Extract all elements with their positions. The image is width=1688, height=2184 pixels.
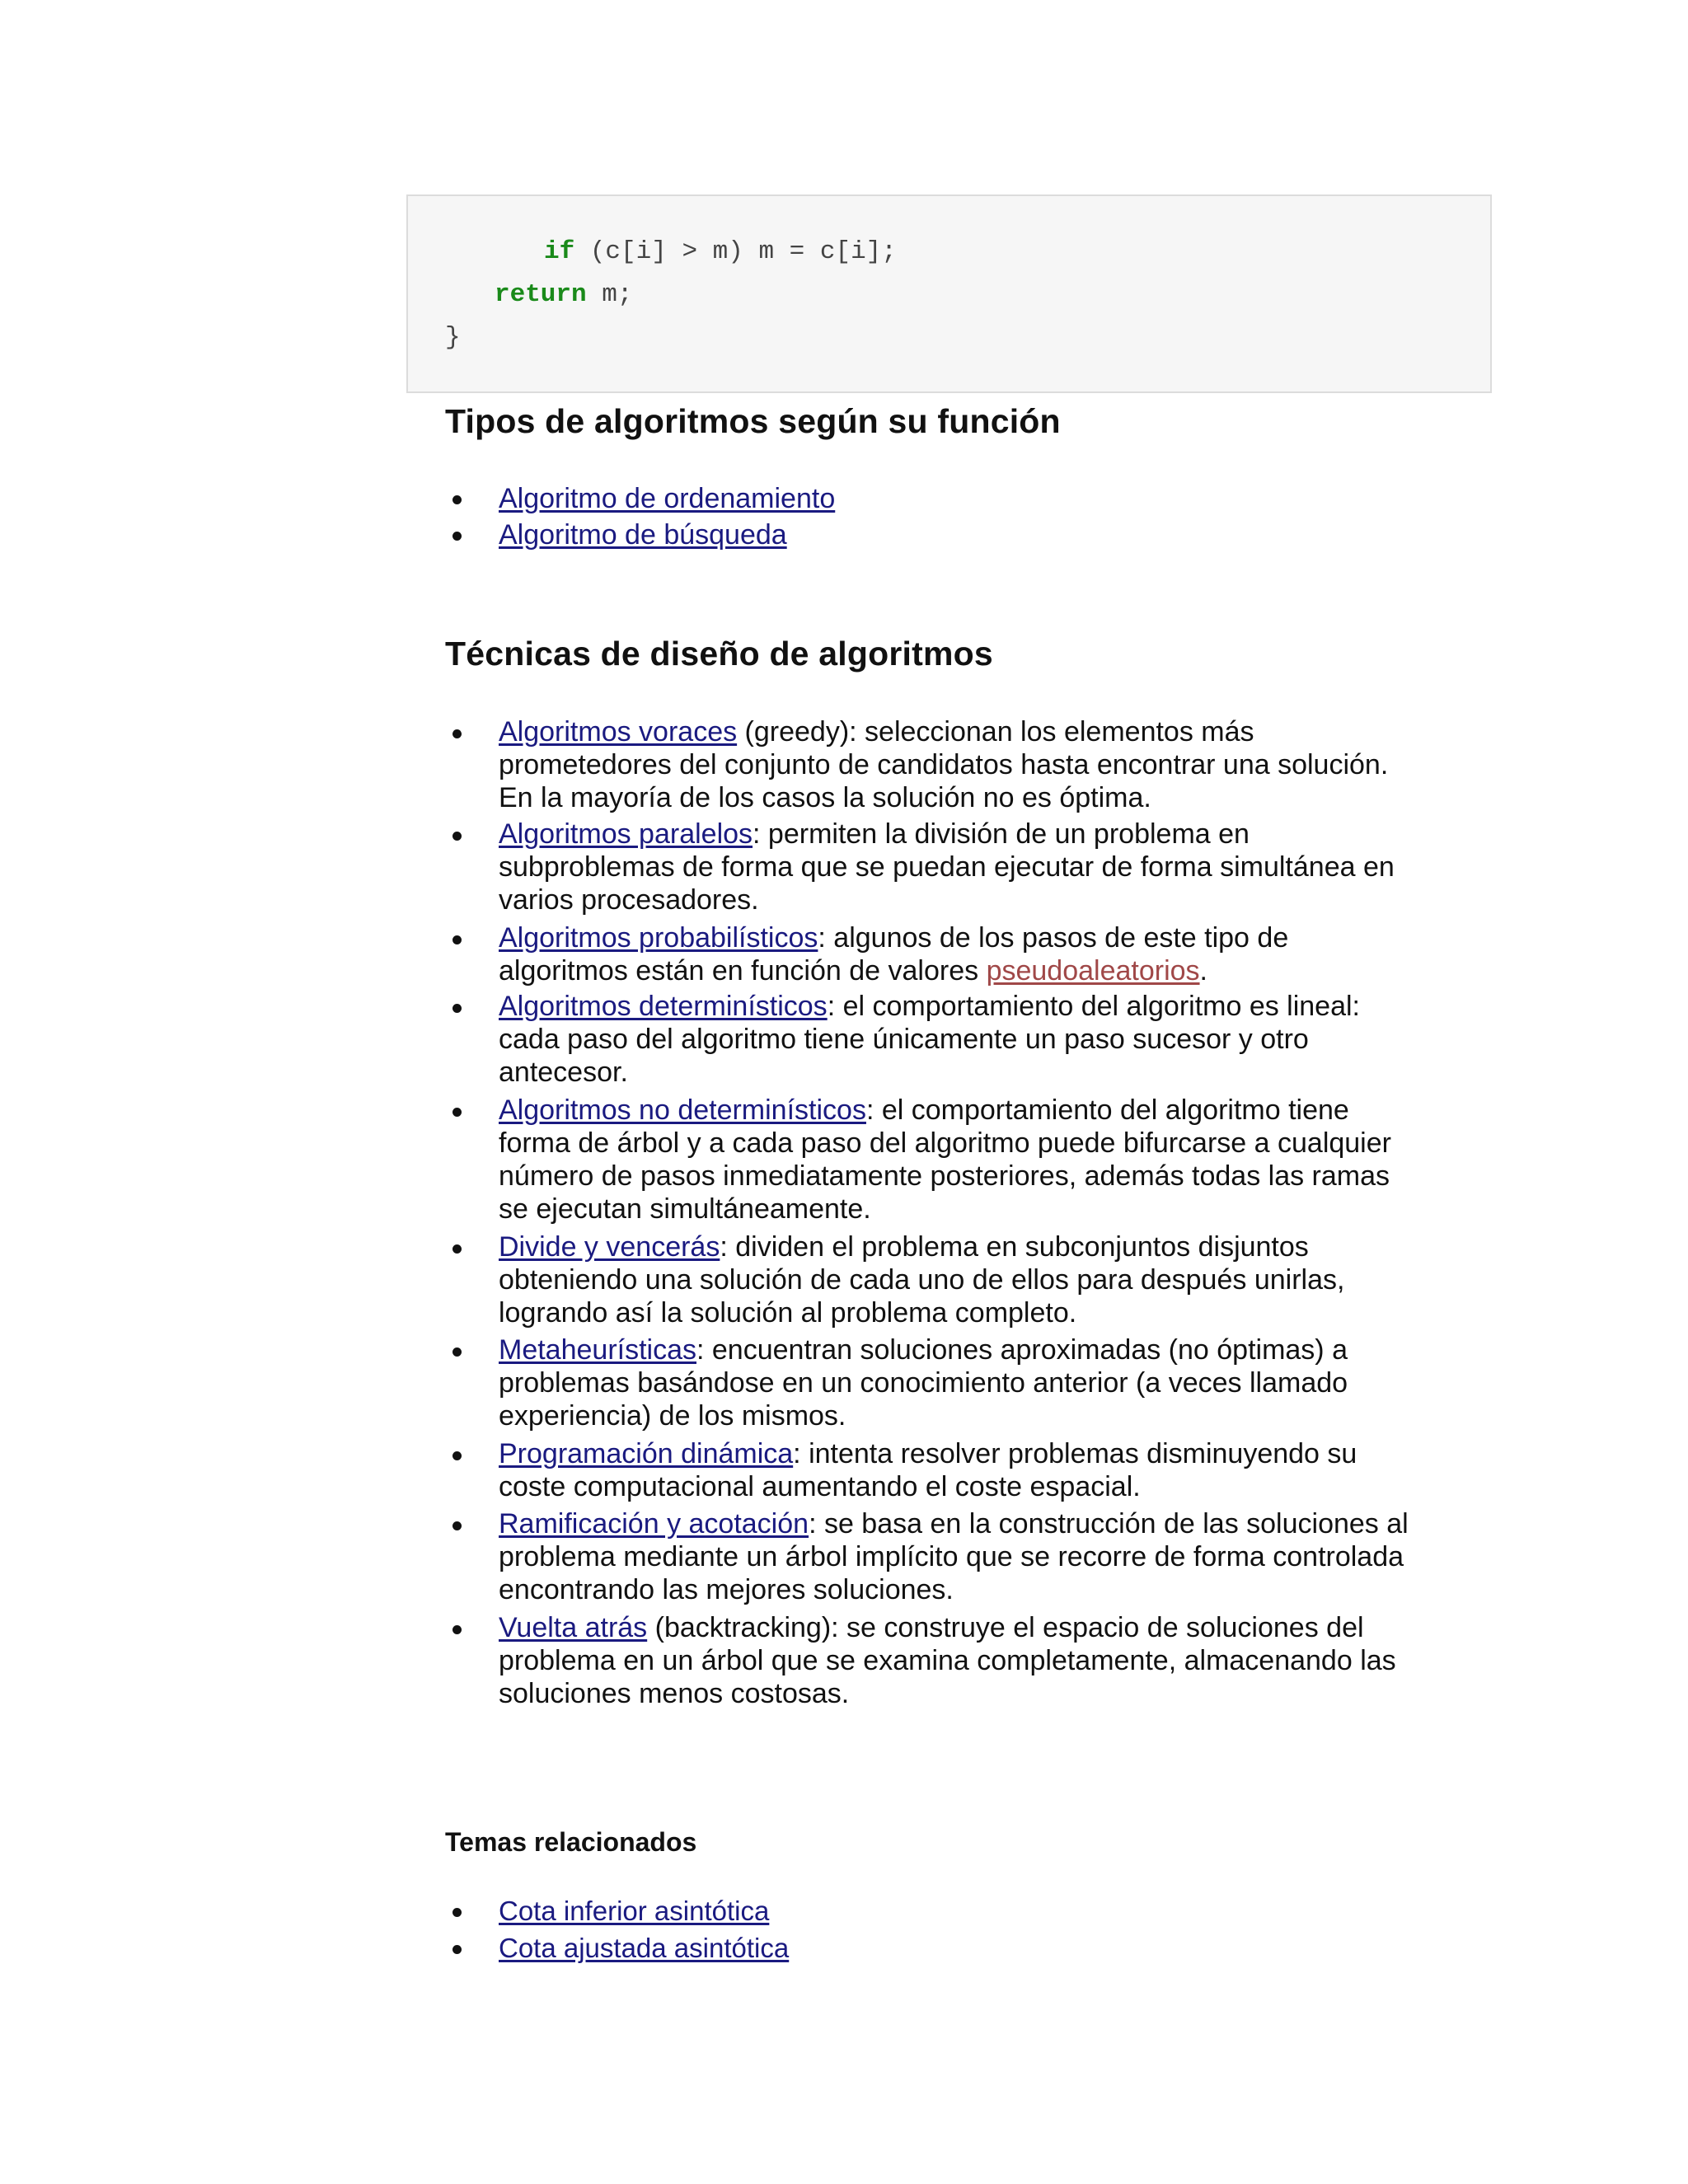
item-text-line: forma de árbol y a cada paso del algoritmo puede bifurcarse a cualquier (499, 1127, 1391, 1159)
link-algoritmos-no-deterministicos[interactable]: Algoritmos no determinísticos (499, 1094, 866, 1126)
bullet-icon (452, 1108, 462, 1117)
link-vuelta-atras[interactable]: Vuelta atrás (499, 1612, 648, 1643)
code-line-1-text: (c[i] > m) m = c[i]; (574, 237, 897, 266)
link-algoritmos-voraces[interactable]: Algoritmos voraces (499, 716, 738, 748)
link-algoritmos-paralelos[interactable]: Algoritmos paralelos (499, 818, 753, 850)
item-text-line: experiencia) de los mismos. (499, 1400, 846, 1432)
item-text-line: : permiten la división de un problema en (753, 818, 1250, 850)
item-text-line: varios procesadores. (499, 884, 759, 916)
item-text-punct: . (1199, 955, 1207, 987)
bullet-icon (452, 532, 462, 541)
item-text-line: soluciones menos costosas. (499, 1678, 850, 1709)
item-text-line: algoritmos están en función de valores (499, 955, 987, 987)
bullet-icon (452, 1451, 462, 1460)
link-pseudoaleatorios[interactable]: pseudoaleatorios (986, 955, 1200, 987)
item-text-line: coste computacional aumentando el coste espacial. (499, 1471, 1141, 1502)
code-keyword-if: if (544, 237, 575, 266)
bullet-icon (452, 1244, 462, 1254)
item-text-line: logrando así la solución al problema completo. (499, 1297, 1077, 1329)
bullet-icon (452, 1945, 462, 1954)
item-text-line: subproblemas de forma que se puedan ejecutar de forma simultánea en (499, 851, 1395, 883)
item-text-line: (greedy): seleccionan los elementos más (737, 716, 1254, 748)
item-text-line: : el comportamiento del algoritmo tiene (865, 1094, 1349, 1126)
bullet-icon (452, 1908, 462, 1917)
bullet-icon (452, 1625, 462, 1634)
bullet-icon (452, 1004, 462, 1013)
section-title-tipos: Tipos de algoritmos según su función (445, 402, 1061, 440)
bullet-icon (452, 1521, 462, 1530)
code-line-3: } (445, 323, 461, 352)
bullet-icon (452, 832, 462, 841)
link-divide-y-venceras[interactable]: Divide y vencerás (499, 1231, 720, 1263)
link-programacion-dinamica[interactable]: Programación dinámica (499, 1438, 794, 1469)
link-cota-inferior-asintotica[interactable]: Cota inferior asintótica (499, 1896, 770, 1926)
bullet-icon (452, 935, 462, 944)
item-text-line: : se basa en la construcción de las soluciones al (809, 1508, 1409, 1540)
section-title-tecnicas: Técnicas de diseño de algoritmos (445, 635, 993, 673)
item-text-line: : algunos de los pasos de este tipo de (818, 922, 1289, 954)
item-text-line: prometedores del conjunto de candidatos hasta encontrar una solución. (499, 749, 1389, 780)
item-text-line: : dividen el problema en subconjuntos disjuntos (720, 1231, 1309, 1263)
code-line-2-text: m; (586, 280, 633, 309)
item-text-line: En la mayoría de los casos la solución no es óptima. (499, 782, 1151, 813)
code-line-1 (544, 237, 897, 267)
item-text-line: : el comportamiento del algoritmo es lineal: (827, 991, 1361, 1022)
section-title-temas: Temas relacionados (445, 1827, 697, 1857)
item-text-line: problemas basándose en un conocimiento anterior (a veces llamado (499, 1367, 1348, 1399)
item-text-line: : encuentran soluciones aproximadas (no óptimas) a (696, 1334, 1348, 1366)
item-text-line: : intenta resolver problemas disminuyendo su (793, 1438, 1357, 1469)
item-text-line: se ejecutan simultáneamente. (499, 1193, 871, 1225)
item-text-line: (backtracking): se construye el espacio de soluciones del (647, 1612, 1364, 1643)
link-cota-ajustada-asintotica[interactable]: Cota ajustada asintótica (499, 1933, 790, 1963)
link-metaheuristicas[interactable]: Metaheurísticas (499, 1334, 696, 1366)
link-ramificacion-y-acotacion[interactable]: Ramificación y acotación (499, 1508, 809, 1540)
item-text-line: problema en un árbol que se examina completamente, almacenando las (499, 1645, 1396, 1676)
link-algoritmos-deterministicos[interactable]: Algoritmos determinísticos (499, 991, 828, 1022)
bullet-icon (452, 1347, 462, 1357)
item-text-line: encontrando las mejores soluciones. (499, 1574, 954, 1605)
item-text-line: número de pasos inmediatamente posteriores, además todas las ramas (499, 1160, 1390, 1192)
link-algoritmo-busqueda[interactable]: Algoritmo de búsqueda (499, 519, 787, 551)
code-keyword-return: return (495, 280, 587, 309)
code-line-2 (495, 280, 632, 310)
item-text-line: cada paso del algoritmo tiene únicamente un paso sucesor y otro (499, 1024, 1309, 1055)
bullet-icon (452, 495, 462, 504)
bullet-icon (452, 729, 462, 738)
item-text-line: obteniendo una solución de cada uno de ellos para después unirlas, (499, 1264, 1345, 1296)
item-text-line: antecesor. (499, 1057, 628, 1088)
link-algoritmo-ordenamiento[interactable]: Algoritmo de ordenamiento (499, 483, 836, 514)
item-text-line: problema mediante un árbol implícito que se recorre de forma controlada (499, 1541, 1404, 1572)
link-algoritmos-probabilisticos[interactable]: Algoritmos probabilísticos (499, 922, 818, 954)
code-block (406, 194, 1492, 393)
